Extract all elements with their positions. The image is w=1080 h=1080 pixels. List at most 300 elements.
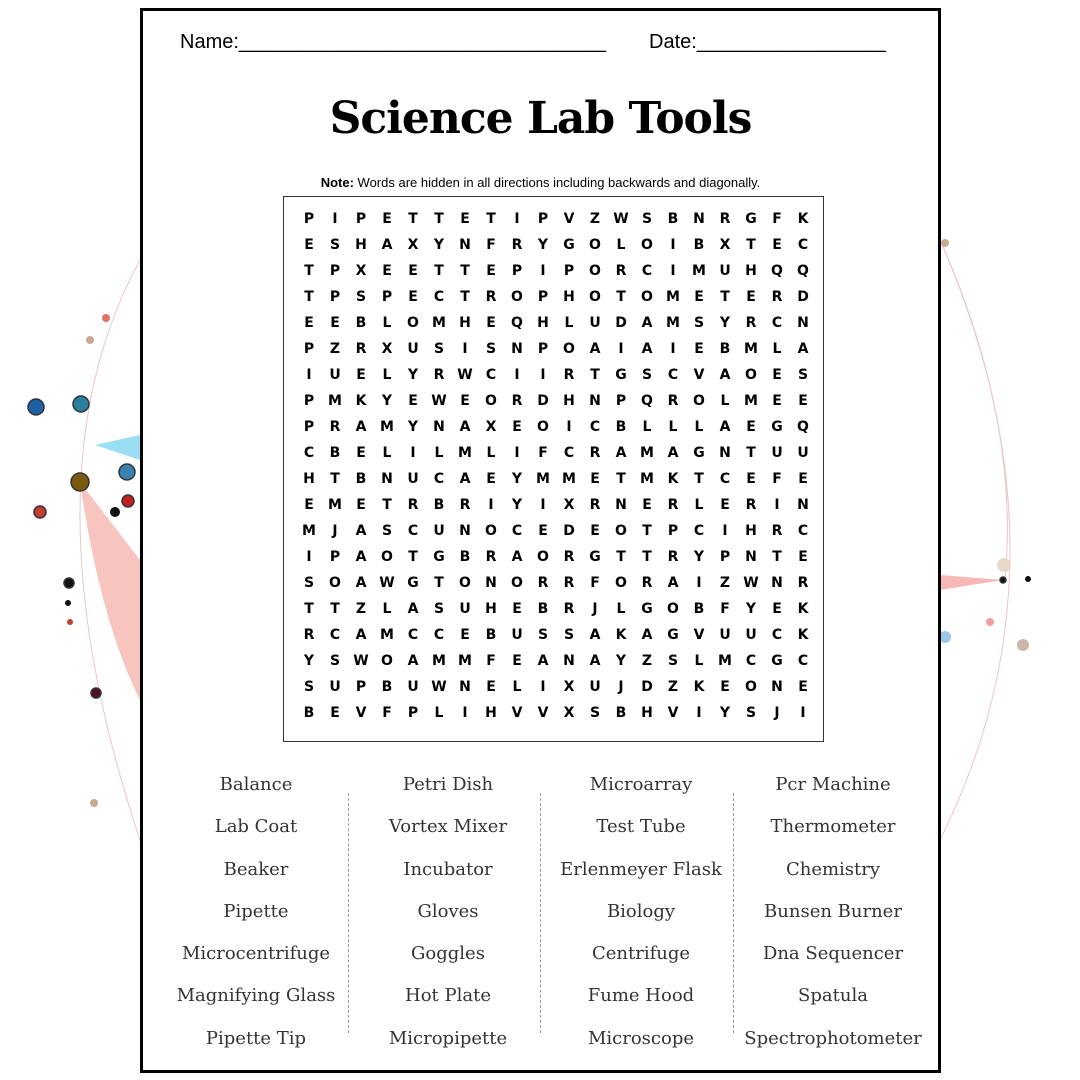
grid-letter[interactable]: L [382, 445, 392, 461]
grid-letter[interactable]: C [433, 627, 445, 643]
grid-letter[interactable]: L [668, 419, 678, 435]
grid-letter[interactable]: N [589, 393, 601, 409]
grid-letter[interactable]: E [408, 393, 418, 409]
grid-letter[interactable]: K [667, 471, 679, 487]
grid-letter[interactable]: I [800, 705, 806, 721]
grid-letter[interactable]: T [616, 549, 626, 565]
grid-letter[interactable]: C [407, 627, 419, 643]
grid-letter[interactable]: A [719, 419, 731, 435]
grid-letter[interactable]: A [355, 549, 367, 565]
grid-letter[interactable]: S [797, 367, 809, 383]
grid-letter[interactable]: M [302, 523, 316, 539]
grid-letter[interactable]: T [642, 523, 652, 539]
grid-letter[interactable]: E [772, 367, 782, 383]
grid-letter[interactable]: T [330, 601, 340, 617]
grid-letter[interactable]: V [563, 211, 575, 227]
grid-letter[interactable]: H [303, 471, 315, 487]
grid-letter[interactable]: V [693, 367, 705, 383]
grid-letter[interactable]: L [564, 315, 574, 331]
grid-letter[interactable]: A [589, 341, 601, 357]
grid-letter[interactable]: C [797, 653, 809, 669]
grid-letter[interactable]: B [355, 315, 367, 331]
grid-letter[interactable]: O [329, 575, 341, 591]
grid-letter[interactable]: U [407, 679, 419, 695]
grid-letter[interactable]: S [485, 341, 497, 357]
grid-letter[interactable]: I [722, 523, 728, 539]
grid-letter[interactable]: M [328, 393, 342, 409]
grid-letter[interactable]: I [566, 419, 572, 435]
grid-letter[interactable]: C [511, 523, 523, 539]
grid-letter[interactable]: E [590, 523, 600, 539]
grid-letter[interactable]: O [589, 237, 601, 253]
grid-letter[interactable]: M [666, 289, 680, 305]
grid-letter[interactable]: P [329, 549, 341, 565]
grid-letter[interactable]: S [381, 523, 393, 539]
grid-letter[interactable]: L [512, 679, 522, 695]
grid-letter[interactable]: O [667, 601, 679, 617]
grid-letter[interactable]: Y [303, 653, 315, 669]
grid-letter[interactable]: E [590, 471, 600, 487]
grid-letter[interactable]: W [457, 367, 473, 383]
grid-letter[interactable]: S [303, 679, 315, 695]
grid-letter[interactable]: H [641, 705, 653, 721]
grid-letter[interactable]: B [693, 237, 705, 253]
grid-letter[interactable]: T [772, 549, 782, 565]
grid-letter[interactable]: T [746, 237, 756, 253]
grid-letter[interactable]: N [797, 497, 809, 513]
grid-letter[interactable]: S [589, 705, 601, 721]
grid-letter[interactable]: E [486, 471, 496, 487]
grid-letter[interactable]: Y [511, 497, 523, 513]
grid-letter[interactable]: O [641, 289, 653, 305]
grid-letter[interactable]: T [616, 471, 626, 487]
grid-letter[interactable]: C [303, 445, 315, 461]
grid-letter[interactable]: B [537, 601, 549, 617]
grid-letter[interactable]: A [615, 445, 627, 461]
grid-letter[interactable]: L [720, 393, 730, 409]
grid-letter[interactable]: C [563, 445, 575, 461]
grid-letter[interactable]: S [303, 575, 315, 591]
grid-letter[interactable]: M [380, 627, 394, 643]
grid-letter[interactable]: A [511, 549, 523, 565]
grid-letter[interactable]: L [694, 653, 704, 669]
grid-letter[interactable]: F [772, 211, 782, 227]
grid-letter[interactable]: I [514, 211, 520, 227]
grid-letter[interactable]: M [458, 653, 472, 669]
grid-letter[interactable]: R [745, 497, 757, 513]
grid-letter[interactable]: U [719, 627, 731, 643]
grid-letter[interactable]: C [745, 653, 757, 669]
grid-letter[interactable]: X [563, 497, 575, 513]
grid-letter[interactable]: Y [537, 237, 549, 253]
grid-letter[interactable]: J [592, 601, 598, 617]
grid-letter[interactable]: E [798, 471, 808, 487]
grid-letter[interactable]: A [537, 653, 549, 669]
grid-letter[interactable]: A [641, 341, 653, 357]
grid-letter[interactable]: L [694, 497, 704, 513]
grid-letter[interactable]: C [719, 471, 731, 487]
grid-letter[interactable]: R [563, 575, 575, 591]
grid-letter[interactable]: W [431, 679, 447, 695]
grid-letter[interactable]: M [380, 419, 394, 435]
grid-letter[interactable]: E [746, 289, 756, 305]
grid-letter[interactable]: O [589, 289, 601, 305]
grid-letter[interactable]: C [797, 523, 809, 539]
grid-letter[interactable]: B [381, 679, 393, 695]
grid-letter[interactable]: I [332, 211, 338, 227]
grid-letter[interactable]: G [563, 237, 575, 253]
grid-letter[interactable]: I [540, 367, 546, 383]
grid-letter[interactable]: E [512, 419, 522, 435]
grid-letter[interactable]: E [694, 341, 704, 357]
grid-letter[interactable]: E [772, 237, 782, 253]
grid-letter[interactable]: V [511, 705, 523, 721]
grid-letter[interactable]: E [460, 393, 470, 409]
grid-letter[interactable]: R [615, 263, 627, 279]
grid-letter[interactable]: L [642, 419, 652, 435]
grid-letter[interactable]: E [512, 601, 522, 617]
grid-letter[interactable]: S [433, 341, 445, 357]
grid-letter[interactable]: M [666, 315, 680, 331]
grid-letter[interactable]: O [485, 393, 497, 409]
grid-letter[interactable]: L [382, 601, 392, 617]
grid-letter[interactable]: H [485, 601, 497, 617]
grid-letter[interactable]: B [459, 549, 471, 565]
grid-letter[interactable]: N [693, 211, 705, 227]
grid-letter[interactable]: G [667, 627, 679, 643]
grid-letter[interactable]: W [379, 575, 395, 591]
grid-letter[interactable]: O [511, 575, 523, 591]
grid-letter[interactable]: W [353, 653, 369, 669]
grid-letter[interactable]: U [719, 263, 731, 279]
grid-letter[interactable]: R [511, 393, 523, 409]
grid-letter[interactable]: D [537, 393, 549, 409]
grid-letter[interactable]: C [771, 627, 783, 643]
grid-letter[interactable]: O [589, 263, 601, 279]
grid-letter[interactable]: T [330, 471, 340, 487]
grid-letter[interactable]: P [355, 211, 367, 227]
grid-letter[interactable]: G [641, 601, 653, 617]
grid-letter[interactable]: R [407, 497, 419, 513]
grid-letter[interactable]: U [407, 471, 419, 487]
grid-letter[interactable]: S [667, 653, 679, 669]
grid-letter[interactable]: E [382, 263, 392, 279]
grid-letter[interactable]: I [514, 367, 520, 383]
grid-letter[interactable]: G [433, 549, 445, 565]
grid-letter[interactable]: W [613, 211, 629, 227]
grid-letter[interactable]: R [563, 367, 575, 383]
grid-letter[interactable]: B [355, 471, 367, 487]
grid-letter[interactable]: P [537, 211, 549, 227]
grid-letter[interactable]: P [563, 263, 575, 279]
grid-letter[interactable]: N [459, 523, 471, 539]
grid-letter[interactable]: C [485, 367, 497, 383]
grid-letter[interactable]: O [537, 549, 549, 565]
grid-letter[interactable]: A [667, 445, 679, 461]
grid-letter[interactable]: E [304, 497, 314, 513]
grid-letter[interactable]: G [771, 419, 783, 435]
grid-letter[interactable]: A [355, 419, 367, 435]
grid-letter[interactable]: H [485, 705, 497, 721]
grid-letter[interactable]: H [537, 315, 549, 331]
grid-letter[interactable]: E [408, 263, 418, 279]
grid-letter[interactable]: E [798, 679, 808, 695]
grid-letter[interactable]: U [511, 627, 523, 643]
grid-letter[interactable]: U [797, 445, 809, 461]
grid-letter[interactable]: M [744, 341, 758, 357]
grid-letter[interactable]: R [303, 627, 315, 643]
grid-letter[interactable]: I [696, 705, 702, 721]
grid-letter[interactable]: N [381, 471, 393, 487]
grid-letter[interactable]: C [407, 523, 419, 539]
grid-letter[interactable]: L [486, 445, 496, 461]
grid-letter[interactable]: Y [719, 315, 731, 331]
grid-letter[interactable]: Q [797, 419, 809, 435]
grid-letter[interactable]: C [433, 471, 445, 487]
grid-letter[interactable]: P [511, 263, 523, 279]
grid-letter[interactable]: M [640, 445, 654, 461]
grid-letter[interactable]: A [797, 341, 809, 357]
grid-letter[interactable]: U [329, 679, 341, 695]
grid-letter[interactable]: Q [511, 315, 523, 331]
grid-letter[interactable]: R [797, 575, 809, 591]
grid-letter[interactable]: L [616, 601, 626, 617]
grid-letter[interactable]: R [433, 367, 445, 383]
grid-letter[interactable]: H [745, 263, 757, 279]
grid-letter[interactable]: J [332, 523, 338, 539]
grid-letter[interactable]: E [720, 679, 730, 695]
grid-letter[interactable]: Z [667, 679, 679, 695]
grid-letter[interactable]: I [696, 575, 702, 591]
grid-letter[interactable]: E [330, 315, 340, 331]
grid-letter[interactable]: Z [329, 341, 341, 357]
grid-letter[interactable]: O [381, 549, 393, 565]
grid-letter[interactable]: E [408, 289, 418, 305]
grid-letter[interactable]: H [563, 393, 575, 409]
grid-letter[interactable]: T [304, 263, 314, 279]
grid-letter[interactable]: E [486, 263, 496, 279]
grid-letter[interactable]: K [797, 601, 809, 617]
grid-letter[interactable]: X [407, 237, 419, 253]
grid-letter[interactable]: K [693, 679, 705, 695]
grid-letter[interactable]: H [355, 237, 367, 253]
grid-letter[interactable]: S [433, 601, 445, 617]
grid-letter[interactable]: E [486, 315, 496, 331]
grid-letter[interactable]: R [459, 497, 471, 513]
grid-letter[interactable]: E [356, 367, 366, 383]
grid-letter[interactable]: G [589, 549, 601, 565]
grid-letter[interactable]: E [356, 445, 366, 461]
grid-letter[interactable]: G [693, 445, 705, 461]
grid-letter[interactable]: N [459, 237, 471, 253]
grid-letter[interactable]: T [304, 601, 314, 617]
grid-letter[interactable]: J [618, 679, 624, 695]
grid-letter[interactable]: F [486, 237, 496, 253]
grid-letter[interactable]: O [693, 393, 705, 409]
grid-letter[interactable]: S [563, 627, 575, 643]
grid-letter[interactable]: M [536, 471, 550, 487]
grid-letter[interactable]: L [616, 237, 626, 253]
grid-letter[interactable]: X [381, 341, 393, 357]
grid-letter[interactable]: E [304, 315, 314, 331]
grid-letter[interactable]: U [459, 601, 471, 617]
grid-letter[interactable]: Y [745, 601, 757, 617]
grid-letter[interactable]: R [511, 237, 523, 253]
grid-letter[interactable]: A [381, 237, 393, 253]
grid-letter[interactable]: R [355, 341, 367, 357]
grid-letter[interactable]: E [772, 393, 782, 409]
grid-letter[interactable]: C [667, 367, 679, 383]
grid-letter[interactable]: K [615, 627, 627, 643]
grid-letter[interactable]: C [329, 627, 341, 643]
grid-letter[interactable]: B [433, 497, 445, 513]
grid-letter[interactable]: P [303, 341, 315, 357]
grid-letter[interactable]: X [563, 705, 575, 721]
grid-letter[interactable]: A [355, 627, 367, 643]
grid-letter[interactable]: E [772, 601, 782, 617]
grid-letter[interactable]: W [431, 393, 447, 409]
grid-letter[interactable]: R [667, 497, 679, 513]
grid-letter[interactable]: T [434, 263, 444, 279]
grid-letter[interactable]: R [719, 211, 731, 227]
grid-letter[interactable]: X [563, 679, 575, 695]
grid-letter[interactable]: I [306, 367, 312, 383]
grid-letter[interactable]: P [329, 263, 341, 279]
grid-letter[interactable]: N [563, 653, 575, 669]
grid-letter[interactable]: Y [719, 705, 731, 721]
grid-letter[interactable]: C [693, 523, 705, 539]
grid-letter[interactable]: T [590, 367, 600, 383]
grid-letter[interactable]: T [460, 263, 470, 279]
grid-letter[interactable]: V [537, 705, 549, 721]
grid-letter[interactable]: P [537, 289, 549, 305]
grid-letter[interactable]: I [540, 263, 546, 279]
grid-letter[interactable]: U [771, 445, 783, 461]
grid-letter[interactable]: G [407, 575, 419, 591]
grid-letter[interactable]: R [563, 549, 575, 565]
grid-letter[interactable]: S [641, 367, 653, 383]
grid-letter[interactable]: L [382, 367, 392, 383]
grid-letter[interactable]: T [616, 289, 626, 305]
grid-letter[interactable]: K [355, 393, 367, 409]
grid-letter[interactable]: B [693, 601, 705, 617]
grid-letter[interactable]: A [641, 315, 653, 331]
grid-letter[interactable]: T [408, 549, 418, 565]
grid-letter[interactable]: P [537, 341, 549, 357]
grid-letter[interactable]: Y [511, 471, 523, 487]
grid-letter[interactable]: E [798, 549, 808, 565]
grid-letter[interactable]: O [485, 523, 497, 539]
grid-letter[interactable]: O [407, 315, 419, 331]
grid-letter[interactable]: S [693, 315, 705, 331]
grid-letter[interactable]: R [329, 419, 341, 435]
name-field[interactable] [180, 31, 606, 54]
grid-letter[interactable]: C [641, 263, 653, 279]
grid-letter[interactable]: C [771, 315, 783, 331]
grid-letter[interactable]: W [743, 575, 759, 591]
grid-letter[interactable]: M [692, 263, 706, 279]
grid-letter[interactable]: I [540, 679, 546, 695]
grid-letter[interactable]: P [667, 523, 679, 539]
grid-letter[interactable]: E [694, 289, 704, 305]
date-field[interactable] [649, 31, 886, 54]
grid-letter[interactable]: G [745, 211, 757, 227]
grid-letter[interactable]: E [304, 237, 314, 253]
grid-letter[interactable]: O [641, 237, 653, 253]
grid-letter[interactable]: I [306, 549, 312, 565]
grid-letter[interactable]: T [434, 211, 444, 227]
grid-letter[interactable]: P [719, 549, 731, 565]
grid-letter[interactable]: G [615, 367, 627, 383]
grid-letter[interactable]: O [615, 575, 627, 591]
grid-letter[interactable]: E [720, 497, 730, 513]
grid-letter[interactable]: P [303, 419, 315, 435]
grid-letter[interactable]: I [670, 263, 676, 279]
grid-letter[interactable]: T [304, 289, 314, 305]
grid-letter[interactable]: T [642, 549, 652, 565]
grid-letter[interactable]: N [433, 419, 445, 435]
grid-letter[interactable]: B [615, 705, 627, 721]
grid-letter[interactable]: A [589, 627, 601, 643]
grid-letter[interactable]: L [382, 315, 392, 331]
grid-letter[interactable]: X [355, 263, 367, 279]
grid-letter[interactable]: C [589, 419, 601, 435]
grid-letter[interactable]: Z [641, 653, 653, 669]
grid-letter[interactable]: E [486, 679, 496, 695]
grid-letter[interactable]: S [329, 653, 341, 669]
grid-letter[interactable]: S [329, 237, 341, 253]
grid-letter[interactable]: Q [771, 263, 783, 279]
grid-letter[interactable]: E [746, 471, 756, 487]
grid-letter[interactable]: R [485, 549, 497, 565]
grid-letter[interactable]: L [772, 341, 782, 357]
grid-letter[interactable]: A [355, 575, 367, 591]
grid-letter[interactable]: A [355, 523, 367, 539]
grid-letter[interactable]: V [693, 627, 705, 643]
grid-letter[interactable]: B [719, 341, 731, 357]
grid-letter[interactable]: E [642, 497, 652, 513]
grid-letter[interactable]: R [745, 315, 757, 331]
grid-letter[interactable]: A [459, 471, 471, 487]
grid-letter[interactable]: I [462, 341, 468, 357]
grid-letter[interactable]: S [355, 289, 367, 305]
grid-letter[interactable]: M [432, 315, 446, 331]
grid-letter[interactable]: I [774, 497, 780, 513]
grid-letter[interactable]: Q [797, 263, 809, 279]
grid-letter[interactable]: P [303, 211, 315, 227]
grid-letter[interactable]: D [615, 315, 627, 331]
grid-letter[interactable]: N [771, 679, 783, 695]
grid-letter[interactable]: V [667, 705, 679, 721]
grid-letter[interactable]: A [407, 653, 419, 669]
grid-letter[interactable]: Y [693, 549, 705, 565]
grid-letter[interactable]: I [618, 341, 624, 357]
grid-letter[interactable]: N [745, 549, 757, 565]
grid-letter[interactable]: O [745, 367, 757, 383]
grid-letter[interactable]: D [563, 523, 575, 539]
grid-letter[interactable]: T [720, 289, 730, 305]
grid-letter[interactable]: R [563, 601, 575, 617]
grid-letter[interactable]: L [434, 705, 444, 721]
grid-letter[interactable]: T [746, 445, 756, 461]
grid-letter[interactable]: R [589, 445, 601, 461]
grid-letter[interactable]: M [744, 393, 758, 409]
grid-letter[interactable]: B [329, 445, 341, 461]
grid-letter[interactable]: N [459, 679, 471, 695]
grid-letter[interactable]: M [562, 471, 576, 487]
grid-letter[interactable]: P [615, 393, 627, 409]
grid-letter[interactable]: N [719, 445, 731, 461]
